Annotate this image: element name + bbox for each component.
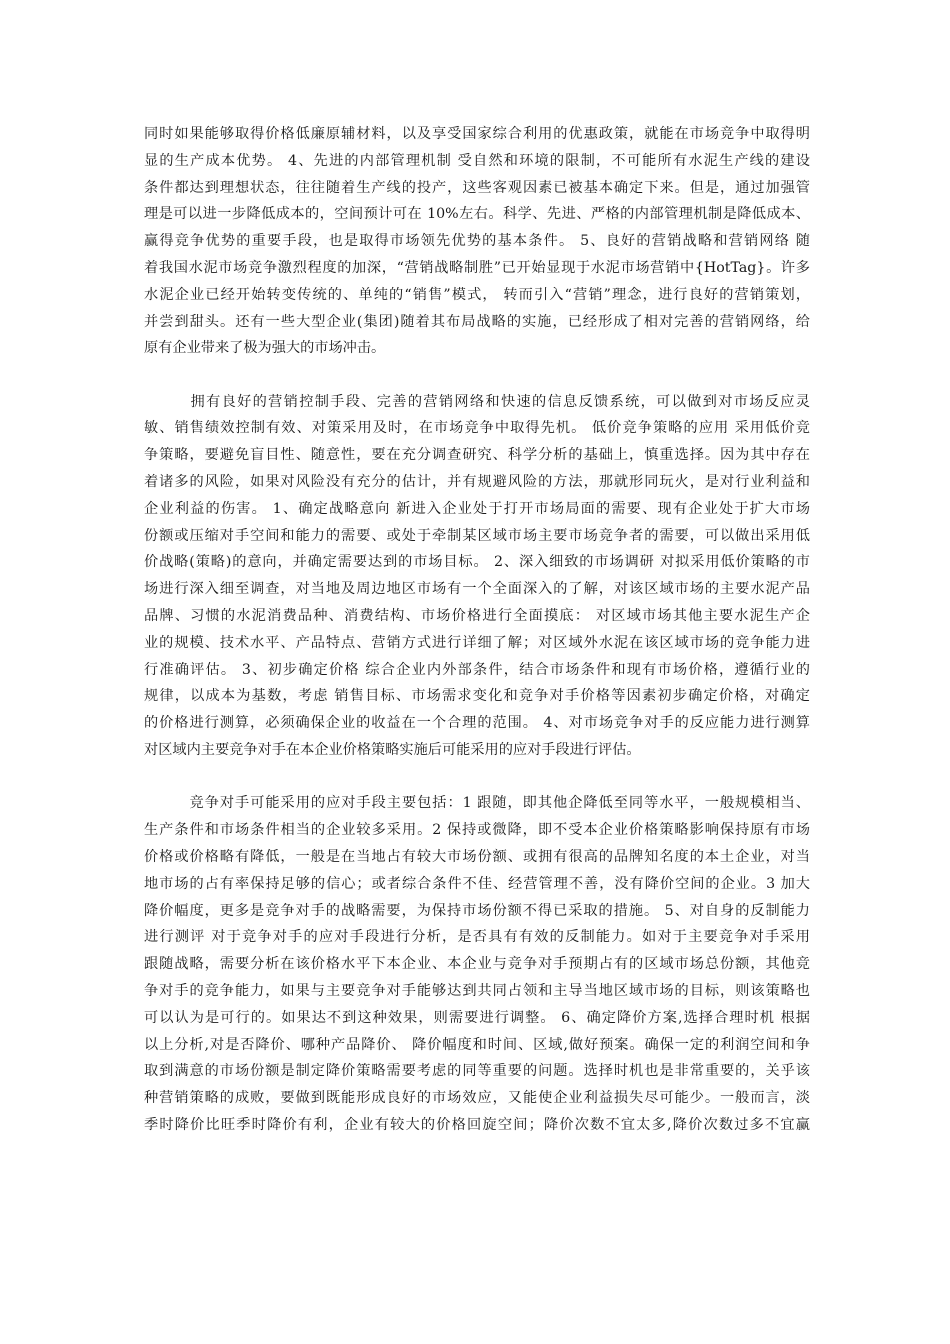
text-line: 地市场的占有率保持足够的信心；或者综合条件不佳、经营管理不善，没有降价空间的企业。3 加大: [144, 875, 810, 892]
text-line: 争对手的竞争能力，如果与主要竞争对手能够达到共同占领和主导当地区域市场的目标，则该策略也: [144, 982, 810, 999]
text-line: 进行测评 对于竞争对手的应对手段进行分析，是否具有有效的反制能力。如对于主要竞争对手采用: [144, 929, 810, 946]
text-line: 竞争对手可能采用的应对手段主要包括：1 跟随，即其他企降低至同等水平，一般规模相当、: [144, 795, 810, 812]
text-line: 赢得竞争优势的重要手段，也是取得市场领先优势的基本条件。 5、良好的营销战略和营销网络 随: [144, 233, 810, 250]
text-line: 争策略，要避免盲目性、随意性，要在充分调查研究、科学分析的基础上，慎重选择。因为其中存在: [144, 447, 810, 464]
text-line: 同时如果能够取得价格低廉原辅材料，以及享受国家综合利用的优惠政策，就能在市场竞争中取得明: [144, 126, 810, 142]
text-line: 可以认为是可行的。如果达不到这种效果，则需要进行调整。 6、确定降价方案,选择合理时机 根据: [144, 1009, 810, 1026]
paragraph-3: [144, 790, 810, 1138]
paragraph-gap: [144, 764, 810, 791]
paragraph-1: [144, 121, 810, 362]
text-line: 行准确评估。 3、初步确定价格 综合企业内外部条件，结合市场条件和现有市场价格，遵循行业的: [144, 661, 810, 678]
text-line: 以上分析,对是否降价、哪种产品降价、 降价幅度和时间、区域,做好预案。确保一定的利润空间和争: [144, 1036, 810, 1053]
text-line: 种营销策略的成败，要做到既能形成良好的市场效应，又能使企业利益损失尽可能少。一般而言，淡: [144, 1090, 810, 1107]
text-line: 跟随战略，需要分析在该价格水平下本企业、本企业与竞争对手预期占有的区域市场总份额，其他竞: [144, 956, 810, 973]
text-line: 水泥企业已经开始转变传统的、单纯的“销售”模式， 转而引入“营销”理念，进行良好的营销策划，: [144, 286, 810, 303]
text-line: 品牌、习惯的水泥消费品种、消费结构、市场价格进行全面摸底： 对区域市场其他主要水泥生产企: [144, 608, 810, 625]
text-line: 对区域内主要竞争对手在本企业价格策略实施后可能采用的应对手段进行评估。: [144, 742, 641, 759]
text-line: 取到满意的市场份额是制定降价策略需要考虑的同等重要的问题。选择时机也是非常重要的，关乎该: [144, 1063, 810, 1080]
text-line: 显的生产成本优势。 4、先进的内部管理机制 受自然和环境的限制，不可能所有水泥生产线的建设: [144, 152, 810, 169]
text-line: 降价幅度，更多是竞争对手的战略需要，为保持市场份额不得已采取的措施。 5、对自身的反制能力: [144, 902, 810, 919]
text-line: 理是可以进一步降低成本的，空间预计可在 10%左右。科学、先进、严格的内部管理机制是降低成本、: [144, 206, 810, 223]
text-line: 并尝到甜头。还有一些大型企业(集团)随着其布局战略的实施，已经形成了相对完善的营销网络，给: [144, 313, 810, 330]
paragraph-2: [144, 389, 810, 764]
text-line: 生产条件和市场条件相当的企业较多采用。2 保持或微降，即不受本企业价格策略影响保持原有市场: [144, 822, 810, 839]
text-line: 的价格进行测算，必须确保企业的收益在一个合理的范围。 4、对市场竞争对手的反应能力进行测算: [144, 715, 810, 732]
text-line: 规律，以成本为基数，考虑 销售目标、市场需求变化和竞争对手价格等因素初步确定价格，对确定: [144, 688, 810, 705]
text-line: 价格或价格略有降低，一般是在当地占有较大市场份额、或拥有很高的品牌知名度的本土企业，对当: [144, 848, 810, 865]
text-line: 条件都达到理想状态，往往随着生产线的投产，这些客观因素已被基本确定下来。但是，通过加强管: [144, 179, 810, 196]
text-line: 着我国水泥市场竞争激烈程度的加深，“营销战略制胜”已开始显现于水泥市场营销中{HotTag}。许多: [144, 259, 810, 276]
text-line: 份额或压缩对手空间和能力的需要、或处于牵制某区域市场主要市场竞争者的需要，可以做出采用低: [144, 527, 810, 544]
text-line: 企业利益的伤害。 1、确定战略意向 新进入企业处于打开市场局面的需要、现有企业处于扩大市场: [144, 500, 810, 517]
text-line: 敏、销售绩效控制有效、对策采用及时，在市场竞争中取得先机。 低价竞争策略的应用 采用低价竞: [144, 420, 810, 437]
text-line: 季时降价比旺季时降价有利，企业有较大的价格回旋空间；降价次数不宜太多,降价次数过多不宜赢: [144, 1116, 810, 1133]
text-line: 着诸多的风险，如果对风险没有充分的估计，并有规避风险的方法，那就形同玩火，是对行业利益和: [144, 474, 810, 491]
text-line: 业的规模、技术水平、产品特点、营销方式进行详细了解；对区域外水泥在该区域市场的竞争能力进: [144, 634, 810, 651]
text-line: 价战略(策略)的意向，并确定需要达到的市场目标。 2、深入细致的市场调研 对拟采用低价策略的市: [144, 554, 810, 571]
paragraph-gap: [144, 362, 810, 389]
document-page: [144, 121, 810, 1139]
text-line: 原有企业带来了极为强大的市场冲击。: [144, 340, 386, 357]
text-line: 场进行深入细至调查，对当地及周边地区市场有一个全面深入的了解，对该区域市场的主要水泥产品: [144, 581, 810, 598]
text-line: 拥有良好的营销控制手段、完善的营销网络和快速的信息反馈系统，可以做到对市场反应灵: [144, 393, 810, 410]
